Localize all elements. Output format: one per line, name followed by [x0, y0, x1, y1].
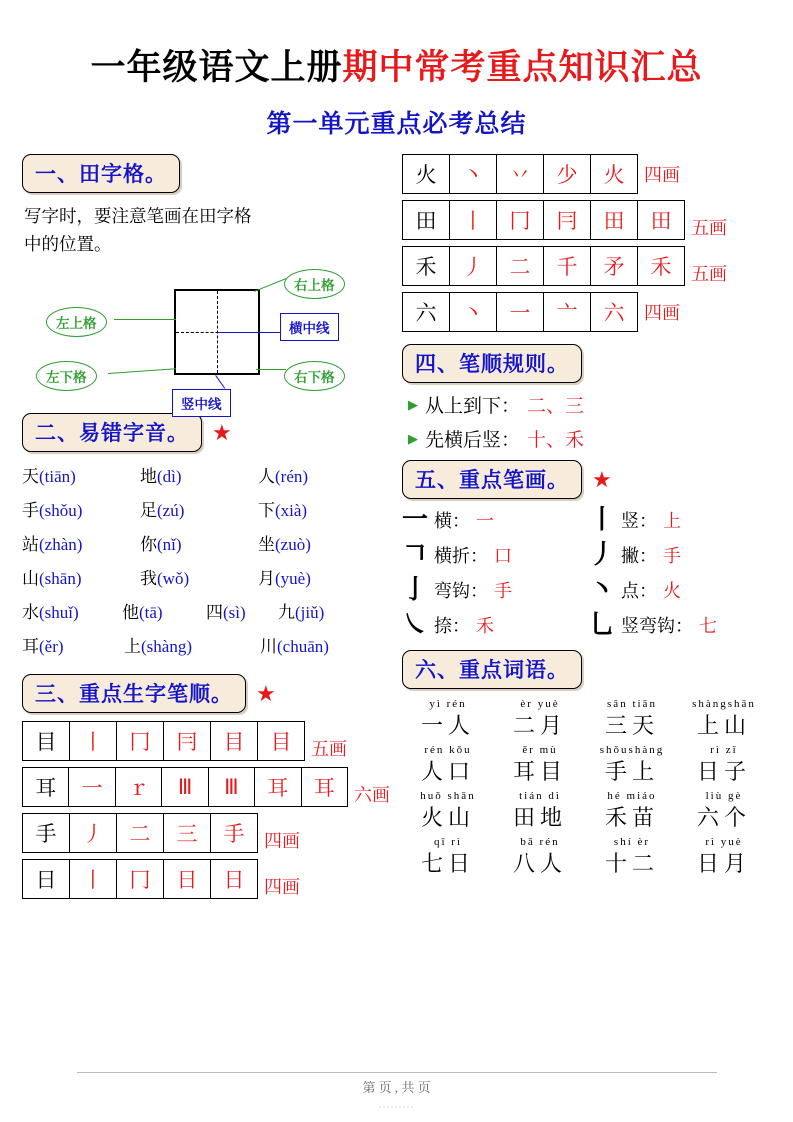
stroke-step: Ⅲ — [162, 768, 208, 807]
pinyin-reading: (shǒu) — [39, 501, 83, 520]
pinyin-reading: (shān) — [39, 569, 82, 588]
stroke-step: 丨 — [450, 201, 497, 240]
pinyin-reading: (wǒ) — [157, 569, 190, 588]
pinyin-row — [22, 460, 390, 494]
stroke-name: 弯钩： — [434, 581, 489, 601]
word-text: 手上 — [604, 759, 659, 784]
pinyin-char: 坐 — [258, 535, 275, 554]
pinyin-reading: (chuān) — [277, 637, 329, 656]
stroke-step: 火 — [591, 155, 638, 194]
leader-line-left-bottom — [108, 368, 176, 374]
stroke-order-table — [22, 859, 258, 899]
word-pinyin: yì rén — [429, 698, 467, 710]
stroke-char: 禾 — [403, 247, 450, 286]
word-item — [494, 789, 586, 833]
word-item — [402, 789, 494, 833]
stroke-step: 六 — [591, 293, 638, 332]
stroke-char: 田 — [403, 201, 450, 240]
page-title — [22, 40, 771, 90]
word-text: 人口 — [420, 759, 475, 784]
word-item — [586, 789, 678, 833]
stroke-order-table — [402, 292, 638, 332]
word-item — [402, 697, 494, 741]
stroke-step: 手 — [211, 814, 258, 853]
word-text: 六个 — [696, 805, 751, 830]
word-item — [678, 743, 770, 787]
section4-header — [402, 344, 770, 383]
stroke-step: 冃 — [544, 201, 591, 240]
stroke-example: 一 — [476, 511, 495, 531]
word-text: 禾苗 — [604, 805, 659, 830]
word-text: 田地 — [512, 805, 567, 830]
star-icon: ★ — [212, 419, 232, 445]
word-text: 一人 — [420, 713, 475, 738]
stroke-count: 四画 — [264, 877, 300, 897]
pinyin-char: 上 — [124, 637, 141, 656]
word-text: 上山 — [696, 713, 751, 738]
word-pinyin: qī rì — [433, 836, 463, 848]
key-stroke-item — [402, 577, 583, 603]
label-left-top: 左上格 — [46, 307, 107, 337]
stroke-example: 上 — [663, 511, 682, 531]
stroke-count: 五画 — [691, 218, 727, 238]
page-watermark: ········· — [378, 1102, 415, 1112]
stroke-order-row — [402, 154, 770, 194]
pinyin-row — [22, 596, 390, 630]
rule-item — [408, 425, 770, 452]
stroke-step: 丿 — [70, 814, 117, 853]
label-left-bottom: 左下格 — [36, 361, 97, 391]
stroke-glyph: ㇏ — [402, 610, 429, 640]
key-strokes-grid — [402, 507, 770, 638]
stroke-example: 火 — [663, 581, 682, 601]
pinyin-char: 天 — [22, 467, 39, 486]
section2-heading: 二、易错字音。 — [22, 413, 202, 452]
stroke-name: 横折： — [434, 546, 489, 566]
pinyin-reading: (zú) — [157, 501, 185, 520]
pinyin-reading: (sì) — [223, 603, 246, 622]
triangle-bullet-icon: ▶ — [408, 396, 418, 412]
stroke-count: 四画 — [644, 303, 680, 323]
pinyin-row — [22, 630, 390, 664]
pinyin-reading: (tā) — [139, 603, 163, 622]
stroke-order-row — [22, 859, 390, 899]
page-title-red: 期中常考重点知识汇总 — [342, 48, 703, 87]
word-pinyin: liù gè — [705, 790, 743, 802]
left-column — [22, 154, 390, 905]
stroke-example: 禾 — [476, 616, 495, 636]
stroke-glyph: 一 — [402, 505, 429, 535]
word-item — [494, 697, 586, 741]
pinyin-char: 月 — [258, 569, 275, 588]
word-item — [586, 697, 678, 741]
stroke-char: 六 — [403, 293, 450, 332]
key-stroke-item — [402, 542, 583, 568]
rule-label: 从上到下： — [425, 396, 521, 417]
stroke-order-row — [22, 721, 390, 761]
stroke-name: 捺： — [434, 616, 471, 636]
leader-line-vertical-center — [215, 375, 225, 389]
stroke-step: 千 — [544, 247, 591, 286]
word-text: 七日 — [420, 851, 475, 876]
stroke-step: ｒ — [115, 768, 161, 807]
stroke-char: 日 — [23, 860, 70, 899]
pinyin-reading: (shàng) — [141, 637, 192, 656]
word-pinyin: ěr mù — [522, 744, 558, 756]
stroke-step: 禾 — [638, 247, 685, 286]
word-item — [402, 835, 494, 879]
key-stroke-item — [402, 507, 583, 533]
pinyin-char: 耳 — [22, 637, 39, 656]
word-text: 十二 — [604, 851, 659, 876]
stroke-step: 目 — [211, 722, 258, 761]
stroke-count: 四画 — [264, 831, 300, 851]
word-text: 二月 — [512, 713, 567, 738]
rule-examples: 十、禾 — [527, 430, 585, 451]
pinyin-char: 我 — [140, 569, 157, 588]
word-item — [678, 835, 770, 879]
pinyin-reading: (zuò) — [275, 535, 311, 554]
stroke-step: 丿 — [450, 247, 497, 286]
pinyin-reading: (dì) — [157, 467, 182, 486]
pinyin-char: 他 — [122, 603, 139, 622]
word-pinyin: huǒ shān — [420, 790, 476, 802]
section1-paragraph-line1: 写字时，要注意笔画在田字格 — [24, 206, 252, 226]
key-words-grid — [402, 697, 770, 879]
pinyin-reading: (shuǐ) — [39, 603, 79, 622]
word-pinyin: hé miáo — [607, 790, 657, 802]
leader-line-horizontal-center — [218, 332, 280, 333]
pinyin-reading: (nǐ) — [157, 535, 182, 554]
pinyin-row — [22, 494, 390, 528]
pinyin-char: 手 — [22, 501, 39, 520]
word-pinyin: shǒushàng — [599, 744, 665, 756]
stroke-example: 口 — [494, 546, 513, 566]
pinyin-char: 你 — [140, 535, 157, 554]
word-text: 八人 — [512, 851, 567, 876]
stroke-step: 亠 — [544, 293, 591, 332]
pinyin-char: 人 — [258, 467, 275, 486]
stroke-example: 手 — [494, 581, 513, 601]
word-pinyin: rén kǒu — [424, 744, 472, 756]
pinyin-char: 川 — [260, 637, 277, 656]
stroke-step: 耳 — [255, 768, 301, 807]
pinyin-char: 九 — [278, 603, 295, 622]
pinyin-char: 地 — [140, 467, 157, 486]
stroke-name: 竖弯钩： — [621, 616, 694, 636]
stroke-name: 竖： — [621, 511, 658, 531]
pinyin-char: 站 — [22, 535, 39, 554]
section5-header — [402, 460, 770, 499]
word-pinyin: shí èr — [613, 836, 651, 848]
key-stroke-item — [402, 612, 583, 638]
pinyin-reading: (rén) — [275, 467, 309, 486]
word-item — [678, 697, 770, 741]
leader-line-left-top — [114, 319, 176, 320]
triangle-bullet-icon: ▶ — [408, 430, 418, 446]
stroke-step: 耳 — [301, 768, 348, 807]
word-pinyin: shàngshān — [692, 698, 756, 710]
pinyin-char: 足 — [140, 501, 157, 520]
stroke-glyph: 亅 — [402, 575, 429, 605]
stroke-order-row — [402, 246, 770, 286]
rule-examples: 二、三 — [527, 396, 585, 417]
stroke-step: 丨 — [70, 722, 117, 761]
leader-line-right-bottom — [256, 369, 286, 370]
stroke-step: 丶 — [450, 155, 497, 194]
word-pinyin: sān tiān — [607, 698, 657, 710]
stroke-char: 耳 — [23, 768, 69, 807]
label-right-top: 右上格 — [284, 269, 345, 299]
stroke-order-table — [22, 721, 305, 761]
word-text: 火山 — [420, 805, 475, 830]
stroke-glyph: 丨 — [589, 505, 616, 535]
page-subtitle: 第一单元重点必考总结 — [266, 111, 527, 138]
stroke-order-row — [402, 292, 770, 332]
stroke-order-table — [22, 813, 258, 853]
pinyin-reading: (zhàn) — [39, 535, 83, 554]
stroke-count: 四画 — [644, 165, 680, 185]
section3-heading: 三、重点生字笔顺。 — [22, 674, 246, 713]
stroke-glyph: 𠃍 — [402, 540, 429, 570]
word-item — [494, 835, 586, 879]
stroke-step: 冂 — [117, 860, 164, 899]
pinyin-char: 四 — [206, 603, 223, 622]
pinyin-reading: (xià) — [275, 501, 308, 520]
stroke-step: 日 — [164, 860, 211, 899]
key-stroke-item — [589, 542, 770, 568]
key-stroke-item — [589, 507, 770, 533]
pinyin-char: 山 — [22, 569, 39, 588]
stroke-step: 二 — [497, 247, 544, 286]
star-icon: ★ — [256, 680, 276, 706]
stroke-order-row — [402, 200, 770, 240]
stroke-step: 田 — [591, 201, 638, 240]
right-column — [402, 154, 770, 905]
section6-header — [402, 650, 770, 689]
stroke-char: 手 — [23, 814, 70, 853]
stroke-glyph: 乚 — [589, 610, 616, 640]
stroke-order-table — [402, 246, 685, 286]
section1-header — [22, 154, 390, 193]
label-vertical-center: 竖中线 — [172, 389, 231, 417]
pinyin-reading: (yuè) — [275, 569, 311, 588]
stroke-order-table — [22, 767, 348, 807]
stroke-step: 冃 — [164, 722, 211, 761]
leader-line-right-top — [254, 278, 286, 292]
page-footer: 第 页 , 共 页 — [77, 1072, 717, 1096]
two-column-body — [22, 154, 771, 905]
stroke-step: 目 — [258, 722, 305, 761]
stroke-count: 五画 — [691, 264, 727, 284]
stroke-step: 少 — [544, 155, 591, 194]
pinyin-row — [22, 562, 390, 596]
stroke-step: 丨 — [70, 860, 117, 899]
stroke-step: 一 — [69, 768, 115, 807]
stroke-step: 冂 — [497, 201, 544, 240]
page-title-black: 一年级语文上册 — [90, 48, 343, 87]
stroke-name: 横： — [434, 511, 471, 531]
section5-heading: 五、重点笔画。 — [402, 460, 582, 499]
stroke-char: 火 — [403, 155, 450, 194]
word-pinyin: tián dì — [519, 790, 561, 802]
stroke-step: 矛 — [591, 247, 638, 286]
stroke-name: 点： — [621, 581, 658, 601]
stroke-order-table — [402, 200, 685, 240]
word-text: 耳目 — [512, 759, 567, 784]
stroke-glyph: 丿 — [589, 540, 616, 570]
rule-label: 先横后竖： — [425, 430, 521, 451]
rule-item — [408, 391, 770, 418]
stroke-count: 五画 — [311, 739, 347, 759]
word-pinyin: rì zǐ — [710, 744, 738, 756]
word-text: 日子 — [696, 759, 751, 784]
stroke-example: 七 — [699, 616, 718, 636]
stroke-step: 田 — [638, 201, 685, 240]
stroke-step: 丷 — [497, 155, 544, 194]
stroke-step: 日 — [211, 860, 258, 899]
section1-paragraph-line2: 中的位置。 — [24, 234, 112, 254]
section6-heading: 六、重点词语。 — [402, 650, 582, 689]
stroke-order-row — [22, 813, 390, 853]
pinyin-reading: (jiǔ) — [295, 603, 325, 622]
stroke-count: 六画 — [354, 785, 390, 805]
pinyin-reading: (ěr) — [39, 637, 64, 656]
word-pinyin: rì yuè — [705, 836, 743, 848]
pinyin-char: 下 — [258, 501, 275, 520]
stroke-step: 冂 — [117, 722, 164, 761]
section3-header — [22, 674, 390, 713]
tianzige-diagram — [22, 261, 390, 413]
word-item — [586, 835, 678, 879]
stroke-order-row — [22, 767, 390, 807]
section4-heading: 四、笔顺规则。 — [402, 344, 582, 383]
word-item — [494, 743, 586, 787]
pinyin-reading: (tiān) — [39, 467, 76, 486]
stroke-char: 目 — [23, 722, 70, 761]
key-stroke-item — [589, 577, 770, 603]
word-pinyin: bā rén — [520, 836, 560, 848]
word-item — [402, 743, 494, 787]
section2-pinyin-list — [22, 460, 390, 664]
word-text: 三天 — [604, 713, 659, 738]
stroke-step: Ⅲ — [208, 768, 254, 807]
stroke-step: 二 — [117, 814, 164, 853]
pinyin-char: 水 — [22, 603, 39, 622]
section2-header — [22, 413, 390, 452]
word-pinyin: èr yuè — [520, 698, 560, 710]
key-stroke-item — [589, 612, 770, 638]
section1-heading: 一、田字格。 — [22, 154, 180, 193]
stroke-step: 丶 — [450, 293, 497, 332]
pinyin-row — [22, 528, 390, 562]
label-horizontal-center: 横中线 — [280, 313, 339, 341]
word-item — [586, 743, 678, 787]
stroke-glyph: 丶 — [589, 575, 616, 605]
star-icon: ★ — [592, 466, 612, 492]
stroke-step: 一 — [497, 293, 544, 332]
stroke-name: 撇： — [621, 546, 658, 566]
word-text: 日月 — [696, 851, 751, 876]
stroke-step: 三 — [164, 814, 211, 853]
word-item — [678, 789, 770, 833]
stroke-order-table — [402, 154, 638, 194]
stroke-example: 手 — [663, 546, 682, 566]
label-right-bottom: 右下格 — [284, 361, 345, 391]
